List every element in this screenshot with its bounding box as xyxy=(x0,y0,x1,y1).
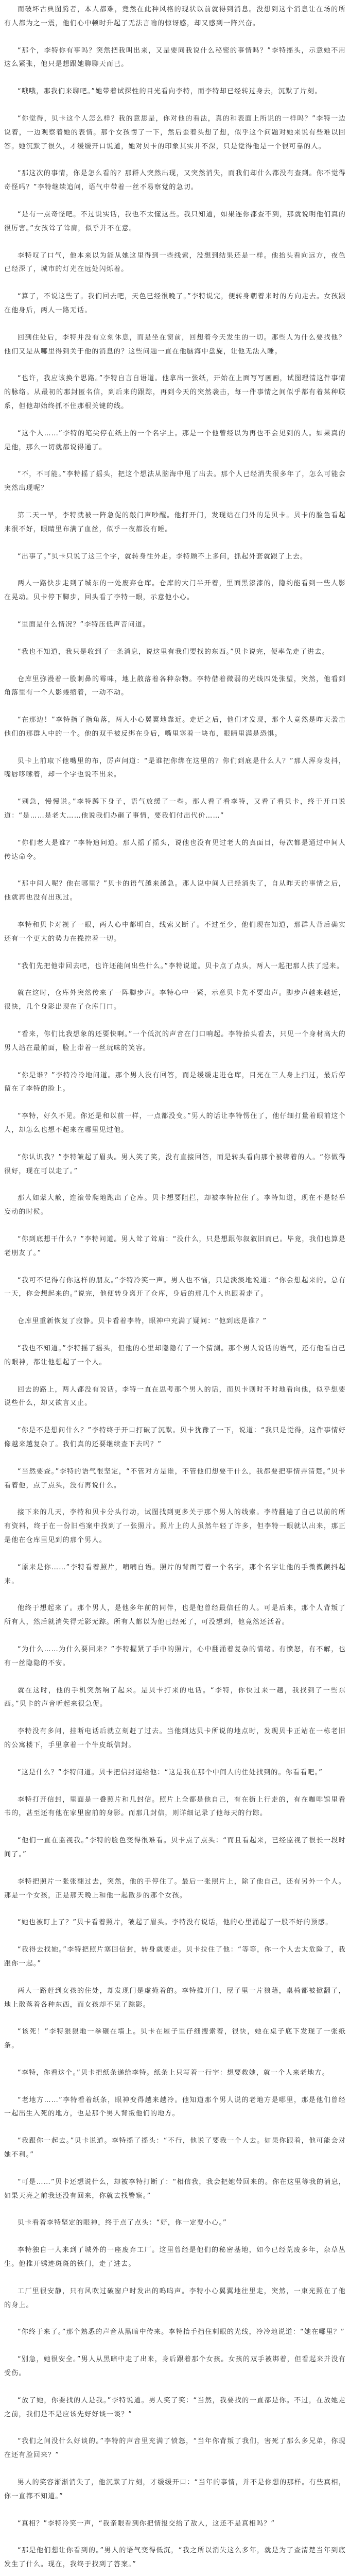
paragraph: “别急，慢慢说。”李特蹲下身子，语气放缓了一些。那人看了看李特，又看了看贝卡，终于开口说道：“是……是老大……他说我们办砸了事情，要我们付出代价……” xyxy=(4,798,346,820)
paragraph: 两人一路快步走到了城东的一处废弃仓库。仓库的大门半开着，里面黑漆漆的，隐约能看到一些人影在晃动。贝卡停下脚步，回头看了李特一眼，示意他小心。 xyxy=(4,580,346,602)
paragraph: 那人如蒙大赦，连滚带爬地跑出了仓库。贝卡想要阻拦，却被李特拉住了。李特知道，现在不是轻举妄动的时候。 xyxy=(4,1194,346,1216)
paragraph: 回去的路上，两人都没有说话。李特一直在思考那个男人的话，而贝卡则时不时地看向他，似乎想要说些什么，却又欲言又止。 xyxy=(4,1385,346,1408)
paragraph: “我得去找她。”李特把照片塞回信封，转身就要走。贝卡拉住了他：“等等，你一个人去太危险了，我跟你一起。” xyxy=(4,1946,346,1968)
paragraph: 仓库里弥漫着一股刺鼻的霉味，地上散落着各种杂物。李特借着微弱的光线四处张望，突然，他看到角落里有一个人影蜷缩着，一动不动。 xyxy=(4,675,346,697)
paragraph: “不，不可能。”李特摇了摇头，把这个想法从脑海中甩了出去。那个人已经消失很多年了，怎么可能会突然出现呢？ xyxy=(4,470,346,493)
paragraph: “李特，你看这个。”贝卡把纸条递给李特。纸条上只写着一行字：想要救她，就一个人来老地方。 xyxy=(18,2069,329,2077)
paragraph: 李特打开信封，里面是一叠照片和几封信。照片上全都是他自己，有在街上行走的，有在咖啡馆里看书的，甚至还有他在家里窗前的身影。而那几封信，则详细记录了他每天的行踪。 xyxy=(4,1795,346,1818)
paragraph: “那这次的事情，你是怎么看的？那群人突然出现，又突然消失，而我们却什么都没有查到。你不觉得奇怪吗？”李特继续追问，语气中带着一丝不易察觉的急切。 xyxy=(4,170,346,192)
paragraph: “原来是你……”李特看着照片，喃喃自语。照片的背面写着一个名字，那个名字让他的手微微颤抖起来。 xyxy=(4,1563,346,1585)
paragraph: “你是谁？”李特冷冷地问道。那个男人没有回答，而是缓缓走进仓库，目光在三人身上扫过，最后停留在了李特的脸上。 xyxy=(4,1071,346,1093)
paragraph: “你认识我？”李特皱起了眉头。男人笑了笑，没有直接回答，而是转头看向那个被绑着的人。“你做得很好，现在可以走了。” xyxy=(4,1153,346,1175)
paragraph: “我可不记得有你这样的朋友。”李特冷笑一声。男人也不恼，只是淡淡地说道：“你会想起来的。总有一天，你会想起来的。”说完，他便转身离开了仓库，身后的那几个人也跟着走了。 xyxy=(4,1276,346,1298)
paragraph: “你是不是想问什么？”李特终于开口打破了沉默。贝卡犹豫了一下，说道：“我只是觉得，这件事情好像越来越复杂了。我们真的还要继续查下去吗？” xyxy=(4,1427,346,1448)
paragraph: “我们之间没什么好谈的。”李特的声音里充满了愤怒，“当年你背叛了我们，害死了那么多兄弟，你现在还有脸回来？” xyxy=(4,2437,346,2460)
paragraph: “当然要查。”李特的语气很坚定，“不管对方是谁，不管他们想要干什么，我都要把事情弄清楚。”贝卡看着他，点了点头，没有再说什么。 xyxy=(4,1467,346,1489)
paragraph: “算了，不说这些了。我们回去吧，天色已经很晚了。”李特说完，便转身朝着来时的方向走去。女孩跟在他身后，两人一路无话。 xyxy=(4,293,346,314)
paragraph: “我也不知道，我只是收到了一条消息，说这里有我们要找的东西。”贝卡说完，便率先走了进去。 xyxy=(18,648,329,656)
paragraph: “里面是什么情况？”李特压低声音问道。 xyxy=(18,620,150,629)
paragraph: 李特叹了口气，他本来以为能从她这里得到一些线索，没想到结果还是一样。他抬头看向远方，夜色已经深了，城市的灯光在远处闪烁着。 xyxy=(4,251,346,274)
paragraph: 而破坏古典图腾者，本人都难，竟然在此种风格的现状以前就得到消息。没想到这个消息让在场的所有人都为之一震，他们心中顿时升起了无法言喻的惊讶感，却又感到一阵兴奋。 xyxy=(4,6,346,27)
paragraph: “出事了。”贝卡只说了这三个字，就转身往外走。李特顾不上多问，抓起外套就跟了上去。 xyxy=(18,552,308,561)
paragraph: “看来，你们比我想象的还要快啊。”一个低沉的声音在门口响起。李特抬头看去，只见一个身材高大的男人站在最前面，脸上带着一丝玩味的笑容。 xyxy=(4,1030,346,1052)
paragraph: “这个人……”李特的笔尖停在纸上的一个名字上。那是一个他曾经以为再也不会见到的人。如果真的是他，那么一切就都说得通了。 xyxy=(4,429,346,451)
paragraph: “别急，她很安全。”男人从黑暗中走了出来，身后跟着那个女孩。女孩的双手被绑着，但看起来并没有受伤。 xyxy=(4,2355,346,2378)
paragraph: “老地方……”李特看着纸条，眼神变得越来越冷。他知道那个男人说的老地方是哪里，那是他们曾经一起出生入死的地方，也是那个男人背叛他们的地方。 xyxy=(4,2096,346,2118)
paragraph: 第二天一早，李特就被一阵急促的敲门声吵醒。他打开门，发现站在门外的是贝卡。贝卡的脸色看起来很不好，眼睛里布满了血丝，似乎一夜都没有睡。 xyxy=(4,511,346,533)
paragraph: 李特和贝卡对视了一眼，两人心中都明白，线索又断了。不过至少，他们现在知道，那群人背后确实还有一个更大的势力在操控着一切。 xyxy=(4,921,346,943)
paragraph: “我们先把他带回去吧，也许还能问出些什么。”李特说道。贝卡点了点头，两人一起把那人扶了起来。 xyxy=(18,962,344,970)
paragraph: 贝卡看着李特坚定的眼神，终于点了点头：“好，你一定要小心。” xyxy=(18,2219,227,2227)
paragraph: 就在这时，仓库外突然传来了一阵脚步声。李特心中一紧，示意贝卡先不要出声。脚步声越来越近，很快，几个身影出现在了仓库门口。 xyxy=(4,989,346,1011)
article-body xyxy=(4,3,346,2576)
paragraph: “在那边！”李特指了指角落，两人小心翼翼地靠近。走近之后，他们才发现，那个人竟然是昨天袭击他们的那群人中的一个。他的双手被反绑在身后，嘴里塞着一块布，眼睛里满是恐惧。 xyxy=(4,716,346,738)
paragraph: “是有一点奇怪吧。不过说实话，我也不太懂这些。我只知道，如果连你都查不到，那就说明他们真的很厉害。”女孩耸了耸肩，似乎并不在意。 xyxy=(4,210,346,232)
paragraph: “可是……”贝卡还想说什么，却被李特打断了：“相信我，我会把她带回来的。你在这里等我的消息，如果天亮之前我还没有回来，你就去找警察。” xyxy=(4,2178,346,2200)
paragraph: 他终于想起来了。那个男人，是他多年前的同伴，也是他曾经最信任的人。可是后来，那个人背叛了所有人，然后就消失得无影无踪。所有人都以为他已经死了，可没想到，他竟然还活着。 xyxy=(4,1604,346,1626)
paragraph: “那中间人呢？他在哪里？”贝卡的语气越来越急。那人说中间人已经消失了，自从昨天的事情之后，他就再也没有出现过。 xyxy=(4,880,346,902)
paragraph: “你们老大是谁？”李特追问道。那人摇了摇头，说他也没有见过老大的真面目，每次都是通过中间人传达命令。 xyxy=(4,839,346,861)
paragraph: “那是他们想让你看到的。”男人的语气变得低沉，“我之所以消失这么多年，就是为了查清楚当年到底发生了什么。现在，我终于找到了答案。” xyxy=(4,2547,346,2569)
paragraph: 男人的笑容渐渐消失了，他沉默了片刻，才缓缓开口：“当年的事情，并不是你想的那样。有些真相，你一直都不知道。” xyxy=(4,2479,346,2500)
paragraph: “我也不知道。”李特摇了摇头，但他的心里却隐隐有了一个猜测。那个男人说话的语气，还有他看自己的眼神，都让他想起了一个人。 xyxy=(4,1345,346,1366)
paragraph: “放了她，你要找的人是我。”李特说道。男人笑了笑：“当然，我要找的一直都是你。不过，在放她走之前，我们是不是应该先好好谈一谈？” xyxy=(4,2396,346,2418)
paragraph: 仓库里重新恢复了寂静。贝卡看着李特，眼神中充满了疑问：“他到底是谁？” xyxy=(18,1317,267,1326)
paragraph: “这是什么？”李特问道。贝卡把信封递给他：“这是我在那个中间人的住处找到的。你看看吧。” xyxy=(18,1768,323,1776)
paragraph: “他们一直在监视我。”李特的脸色变得很难看。贝卡点了点头：“而且看起来，已经监视了很长一段时间了。” xyxy=(4,1837,346,1858)
paragraph: 李特把照片一张张翻过去，突然，他的手停住了。最后一张照片上，除了他自己，还有另外一个人。那是一个女孩，正是那天晚上和他一起散步的那个女孩。 xyxy=(4,1877,346,1900)
paragraph: “你觉得，贝卡这个人怎么样？我的意思是，你对他的看法，真的和表面上所说的一样吗？”李特一边说着，一边观察着她的表情。那个女孩愣了一下，然后歪着头想了想，似乎这个问题对她来说有些难以回答。她沉默了很久，才缓缓开口说道，她对贝卡的印象其实并不深，只是觉得他是一个很可靠的人。 xyxy=(4,114,346,150)
paragraph: 李特没有多问，挂断电话后就立刻赶了过去。当他到达贝卡所说的地点时，发现贝卡正站在一栋老旧的公寓楼下，手里拿着一个牛皮纸信封。 xyxy=(4,1727,346,1749)
paragraph: “为什么……为什么要回来？”李特握紧了手中的照片，心中翻涌着复杂的情绪。有愤怒，有不解，也有一丝隐隐的不安。 xyxy=(4,1645,346,1667)
paragraph: “你终于来了。”那个熟悉的声音从黑暗中传来。李特抬手挡住刺眼的光线，冷冷地说道：“她在哪里？” xyxy=(18,2328,345,2336)
paragraph: “我跟你一起去。”贝卡说道。李特摇了摇头：“不行，他说了要我一个人去。如果你跟着，他可能会对她不利。” xyxy=(4,2137,346,2159)
paragraph: 李特独自一人来到了城外的一座废弃工厂。这里曾经是他们的秘密基地，如今已经荒废多年，杂草丛生。他推开锈迹斑斑的铁门，走了进去。 xyxy=(4,2246,346,2268)
paragraph: “真相？”李特冷笑一声，“我亲眼看到你把情报交给了敌人，这还不是真相吗？” xyxy=(18,2519,275,2528)
paragraph: “也许，我应该换个思路。”李特自言自语道。他拿出一张纸，开始在上面写写画画，试图理清这件事情的脉络。从最初的那封匿名信，到后来的跟踪，再到今天的突然袭击，每一件事情之间似乎都有着某种联系，但他却始终抓不住那根关键的线。 xyxy=(4,375,346,410)
paragraph: 接下来的几天，李特和贝卡分头行动，试图找到更多关于那个男人的线索。李特翻遍了自己以前的所有资料，终于在一份旧档案中找到了一张照片。照片上的人虽然年轻了许多，但李特一眼就认出来，那正是他在仓库里见到的那个男人。 xyxy=(4,1509,346,1544)
paragraph: “李特，好久不见。你还是和以前一样，一点都没变。”男人的话让李特愣住了，他仔细打量着眼前这个人，却怎么也想不起来在哪里见过他。 xyxy=(4,1112,346,1134)
paragraph: “你到底想干什么？”李特问道。男人耸了耸肩：“没什么，只是想跟你叙叙旧而已。毕竟，我们也算是老朋友了。” xyxy=(4,1235,346,1257)
paragraph: 两人一路赶到女孩的住处，却发现门是虚掩着的。李特推开门，屋子里一片狼藉，桌椅都被掀翻了，地上散落着各种东西，而女孩却不见了踪影。 xyxy=(4,1987,346,2009)
paragraph: “该死！”李特狠狠地一拳砸在墙上。贝卡在屋子里仔细搜索着，很快，她在桌子底下发现了一张纸条。 xyxy=(4,2028,346,2050)
paragraph: “她也被盯上了？”贝卡看着照片，皱起了眉头。李特没有说话，他的心里涌起了一股不好的预感。 xyxy=(18,1919,333,1927)
paragraph: 就在这时，他的手机突然响了起来。是贝卡打来的电话。“李特，你快过来一趟，我找到了一些东西。”贝卡的声音听起来很急促。 xyxy=(4,1686,346,1708)
paragraph: 工厂里很安静，只有风吹过破窗户时发出的呜呜声。李特小心翼翼地往里走，突然，一束光照在了他的身上。 xyxy=(4,2287,346,2309)
paragraph: “那个，李特你有事吗？突然把我叫出来，又是要同我说什么秘密的事情吗？”李特摇头，示意她不用这么紧张，他只是想跟她聊聊天而已。 xyxy=(4,46,346,69)
paragraph: 贝卡上前取下他嘴里的布，厉声问道：“是谁把你绑在这里的？你们到底是什么人？”那人浑身发抖，嘴唇哆嗦着，却一个字也说不出来。 xyxy=(4,757,346,779)
paragraph: 回到住处后，李特并没有立刻休息，而是坐在窗前，回想着今天发生的一切。那些人为什么要找他？他们又是从哪里得到关于他的消息的？这些问题一直在他脑海中盘旋，让他无法入睡。 xyxy=(4,333,346,355)
paragraph: “哦哦，那我们来聊吧。”她带着试探性的目光看向李特，而李特却已经转过身去，沉默了片刻。 xyxy=(18,88,322,96)
